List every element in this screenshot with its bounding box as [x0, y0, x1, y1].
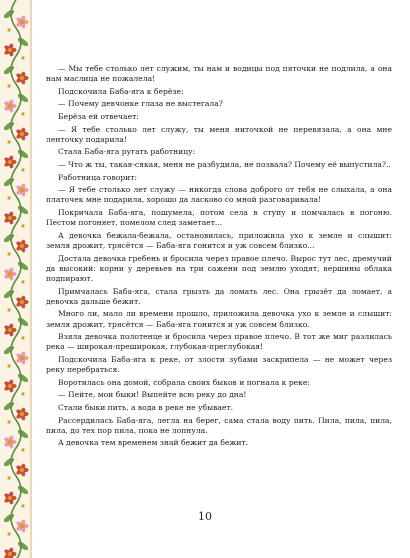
paragraph: Стала Баба-яга ругать работницу:: [58, 147, 196, 157]
paragraph: — Мы тебе столько лет служим, ты нам и водицы под пяточки не подлила, а она нам маслица не пожалела!: [46, 64, 392, 84]
paragraph: — Я тебе столько лет служу, ты меня ниточкой не перевязала, а она мне ленточку подарила!: [46, 124, 392, 144]
paragraph: А девочка бежала-бежала, остановилась, приложила ухо к земле и слышит: земля дрожит, трясётся — Баба-яга гонится и уж совсем близко...: [46, 230, 392, 250]
page-number: 10: [198, 510, 212, 523]
paragraph: — Я тебе столько лет служу — никогда слова доброго от тебя не слыхала, а она платочек мне подарила, хорошо да ласково со мной разговаривала!: [46, 185, 392, 205]
paragraph: Достала девочка гребень и бросила через правое плечо. Вырос тут лес, дремучий да высокий: корни у деревьев на три сажени под землю уходят, вершины облака подпирают.: [46, 253, 392, 283]
paragraph: Работница говорит:: [58, 172, 138, 182]
paragraph: — Пейте, мои быки! Выпейте всю реку до дна!: [58, 390, 247, 400]
paragraph: Примчалась Баба-яга, стала грызть да ломать лес. Она грызёт да ломает, а девочка дальше бежит.: [46, 286, 392, 306]
story-text: [46, 64, 392, 451]
paragraph: Подскочила Баба-яга к реке, от злости зубами заскрипела — не может через реку перебраться.: [46, 354, 392, 375]
paragraph: Стали быки пить, а вода в реке не убывает.: [58, 402, 234, 412]
paragraph: Рассердилась Баба-яга, легла на берег, сама стала воду пить. Пила, пила, пила, пила, до тех пор пила, пока не лопнула.: [46, 415, 392, 435]
paragraph: Подскочила Баба-яга к берёзе:: [58, 86, 184, 96]
paragraph: — Почему девчонке глаза не выстегала?: [58, 99, 223, 109]
paragraph: Покричала Баба-яга, пошумела, потом села в ступу и помчалась в погоню. Пестом погоняет, помелом след заметает...: [46, 207, 392, 228]
paragraph: А девочка тем временем знай бежит да бежит.: [58, 438, 249, 448]
paragraph: — Что ж ты, такая-сякая, меня не разбудила, не позвала? Почему её выпустила?..: [58, 159, 391, 169]
paragraph: Воротилась она домой, собрала своих быков и погнала к реке:: [58, 377, 310, 387]
paragraph: Взяла девочка полотенце и бросила через правое плечо. В тот же миг разлилась река — широкая-преширокая, глубокая-преглубокая!: [46, 332, 392, 352]
paragraph: Берёза ей отвечает:: [58, 111, 139, 121]
floral-border-ornament: [0, 0, 32, 558]
floral-ornament-graphic: [0, 0, 32, 558]
paragraph: Много ли, мало ли времени прошло, приложила девочка ухо к земле и слышит: земля дрожит, трясётся — Баба-яга гонится и уж совсем близко.: [46, 309, 392, 329]
